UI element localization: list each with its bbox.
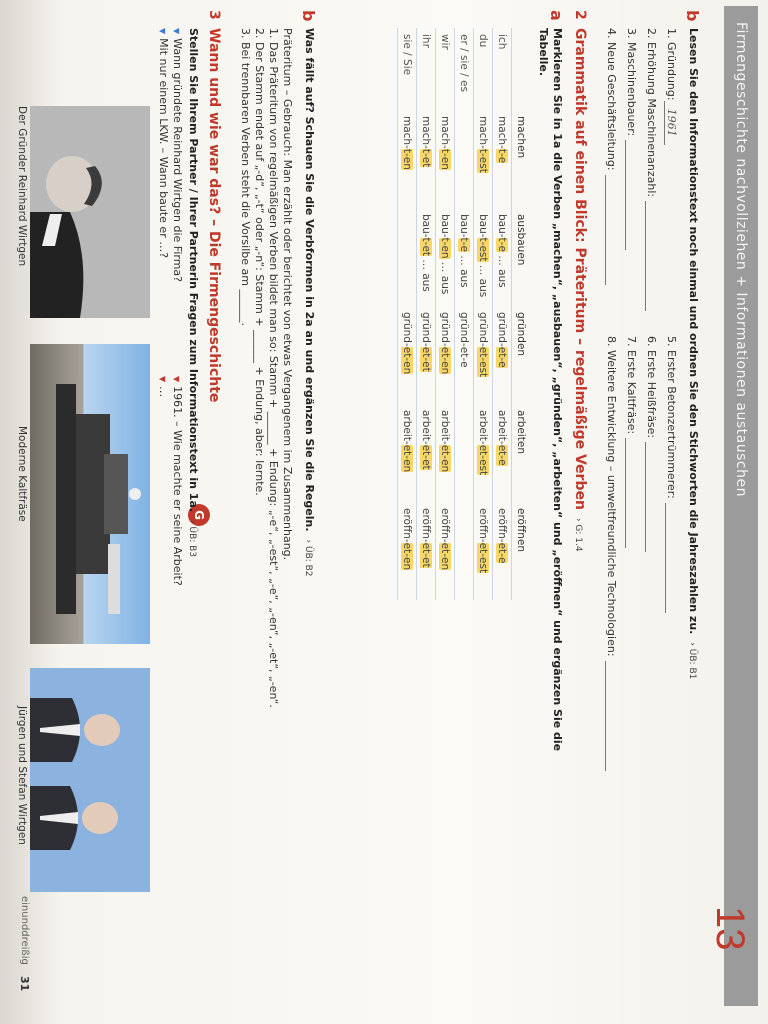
verb-stem: mach- (477, 116, 489, 149)
verb-stem: bau- (439, 214, 451, 238)
rule-1: 1. Das Präteritum von regelmäßigen Verben bildet man so: Stamm + ______ + Endung: „-e“, „-est“, „-e“, „-en“, „-et“, „-en“. (267, 28, 280, 708)
verb-ending-highlight: et-est (477, 346, 489, 378)
item-2-label: 2. Erhöhung Maschinenanzahl: (645, 28, 658, 198)
item-1-answer[interactable]: 1961 (664, 101, 678, 145)
table-header-verb: eröffnen (512, 502, 531, 600)
triangle-icon: ▼ (158, 28, 167, 35)
pronoun-cell: ich (493, 28, 512, 110)
verb-stem: bau- (496, 214, 508, 238)
table-row (455, 28, 474, 600)
verb-prefix: … aus (458, 251, 470, 288)
verb-stem: arbeit- (401, 410, 413, 445)
table-row (436, 28, 455, 600)
sons-photo (30, 668, 150, 892)
verb-form-cell[interactable] (417, 110, 436, 208)
verb-ending-highlight: t-en (401, 148, 413, 170)
verb-ending-highlight: t-e (496, 148, 508, 164)
verb-form-cell[interactable] (474, 110, 493, 208)
verb-form-cell[interactable] (398, 208, 417, 306)
header-text: Firmengeschichte nachvollziehen + Informationen austauschen (733, 22, 749, 497)
verb-form-cell[interactable] (417, 208, 436, 306)
verb-stem: mach- (420, 116, 432, 149)
item-5 (665, 336, 678, 613)
verb-form-cell[interactable] (417, 404, 436, 502)
verb-ending-highlight: et-en (401, 444, 413, 473)
verb-form-cell[interactable] (398, 404, 417, 502)
item-2 (645, 28, 658, 311)
verb-ending-highlight: t-e (496, 237, 508, 252)
textbook-page (18, 6, 758, 1006)
chapter-number: 13 (708, 906, 752, 951)
item-3 (625, 28, 638, 250)
caption-sons: Jürgen und Stefan Wirtgen (16, 706, 28, 845)
verb-stem: gründ- (420, 312, 432, 347)
pronoun-cell: wir (436, 28, 455, 110)
verb-form-cell[interactable] (436, 110, 455, 208)
verb-prefix: … aus (420, 256, 432, 292)
table-header-verb: gründen (512, 306, 531, 404)
verb-form-cell[interactable] (436, 404, 455, 502)
section-3-ref: › ÜB: B3 (187, 520, 197, 558)
table-header-verb: ausbauen (512, 208, 531, 306)
verb-stem: mach- (401, 116, 413, 149)
table-header-row (512, 28, 531, 600)
verb-stem: mach- (439, 116, 451, 149)
verb-ending-highlight: t-est (477, 148, 489, 173)
verb-form-cell[interactable] (455, 404, 474, 502)
page-header (724, 6, 758, 1006)
rule-2: 2. Der Stamm endet auf „-d“, „-t“ oder „-n“: Stamm + ______ + Endung, aber: lernte. (253, 28, 266, 496)
table-header-verb: arbeiten (512, 404, 531, 502)
item-5-blank[interactable] (665, 503, 676, 613)
verb-form-cell[interactable] (417, 502, 436, 600)
verb-form-cell[interactable] (398, 110, 417, 208)
verb-form-cell[interactable] (474, 502, 493, 600)
table-row (474, 28, 493, 600)
page-word: einunddreißig (19, 896, 30, 965)
question-left-1 (171, 28, 184, 282)
verb-stem: arbeit- (439, 410, 451, 445)
verb-ending-highlight: et-en (439, 346, 451, 375)
task-b-instruction (687, 28, 700, 679)
verb-form-cell[interactable] (493, 208, 512, 306)
task-2a-line1: Markieren Sie in 1a die Verben „machen“, „ausbauen“, „gründen“, „arbeiten“ und „eröffnen“ und ergänzen Sie die (551, 28, 564, 752)
section-3-instruction (187, 28, 200, 557)
section-2-ref: › G: 1.4 (573, 517, 583, 552)
triangle-icon: ▼ (158, 376, 167, 383)
question-right-2 (157, 376, 170, 397)
item-5-label: 5. Erster Betonzertrümmerer: (665, 336, 678, 499)
table-row (417, 28, 436, 600)
verb-stem: eröffn- (477, 508, 489, 543)
item-2-blank[interactable] (645, 201, 656, 311)
section-2-title (572, 28, 588, 552)
task-2b-letter: b (299, 10, 318, 22)
grammar-badge: G (188, 504, 210, 526)
item-4 (605, 28, 618, 285)
table-header-pronoun (512, 28, 531, 110)
verb-stem: gründ- (477, 312, 489, 347)
item-1 (665, 28, 678, 145)
verb-prefix: … aus (477, 261, 489, 298)
machine-photo (30, 344, 150, 644)
verb-form-cell[interactable] (493, 110, 512, 208)
question-right-1 (171, 376, 184, 586)
verb-ending-highlight: t-en (439, 237, 451, 259)
pronoun-cell: du (474, 28, 493, 110)
table-row (398, 28, 417, 600)
verb-stem: arbeit- (496, 410, 508, 445)
founder-photo (30, 106, 150, 318)
task-b-text: Lesen Sie den Informationstext noch einmal und ordnen Sie den Stichworten die Jahreszahlen zu. (687, 28, 700, 635)
verb-form-cell[interactable] (398, 502, 417, 600)
portrait-illustration (30, 106, 150, 318)
section-2-title-text: Grammatik auf einen Blick: Präteritum – regelmäßige Verben (572, 28, 588, 510)
verb-stem: gründ-et-e (458, 312, 470, 368)
pronoun-cell: ihr (417, 28, 436, 110)
verb-ending-highlight: et-est (477, 444, 489, 476)
verb-form-cell[interactable] (455, 502, 474, 600)
item-1-label: 1. Gründung: (665, 28, 678, 101)
task-2a-letter: a (547, 10, 566, 21)
verb-ending-highlight: t-et (420, 148, 432, 168)
verb-stem: gründ- (401, 312, 413, 347)
verb-form-cell[interactable] (493, 502, 512, 600)
question-left-2 (157, 28, 170, 258)
question-right-2-text: … (157, 386, 170, 398)
verb-stem: bau- (420, 214, 432, 238)
item-3-label: 3. Maschinenbauer: (625, 28, 638, 137)
verb-stem: mach- (496, 116, 508, 149)
verb-ending-highlight: et-e (496, 542, 508, 564)
item-8-label: 8. Weitere Entwicklung – umweltfreundliche Technologien: (605, 336, 618, 657)
item-7-label: 7. Erste Kaltfräse: (625, 336, 638, 435)
verb-ending-highlight: et-et (420, 444, 432, 470)
task-b-ref: › ÜB: B1 (687, 642, 697, 680)
verb-form-cell[interactable] (417, 306, 436, 404)
caption-machine: Moderne Kaltfräse (16, 426, 28, 522)
task-2b-ref: › ÜB: B2 (303, 539, 313, 577)
verb-form-cell[interactable] (436, 208, 455, 306)
task-2a-line2: Tabelle. (537, 28, 550, 77)
task-2b-instruction (303, 28, 316, 577)
item-8 (605, 336, 618, 771)
verb-form-cell[interactable] (493, 306, 512, 404)
section-2-number: 2 (572, 10, 588, 20)
verb-stem: bau- (477, 214, 489, 238)
verb-ending-highlight: et-et (420, 542, 432, 568)
verb-ending-highlight: et-en (439, 542, 451, 571)
verb-ending-highlight: t-e (458, 237, 470, 252)
question-left-2-text: Mit nur einem LKW. – Wann baute er …? (157, 38, 170, 259)
conjugation-table (397, 28, 530, 600)
question-right-1-text: 1961. – Wie machte er seine Arbeit? (171, 386, 184, 586)
verb-ending-highlight: t-et (420, 237, 432, 257)
item-8-blank[interactable] (605, 661, 616, 771)
verb-prefix: … aus (439, 258, 451, 295)
verb-stem: eröffn- (420, 508, 432, 543)
verb-form-cell[interactable] (455, 110, 474, 208)
verb-stem: bau- (458, 214, 470, 238)
verb-ending-highlight: et-est (477, 542, 489, 574)
item-6 (645, 336, 658, 552)
section-3-number: 3 (206, 10, 222, 20)
section-3-text: Stellen Sie Ihrem Partner / Ihrer Partnerin Fragen zum Informationstext in 1a. (187, 28, 200, 513)
verb-ending-highlight: t-est (477, 237, 489, 262)
section-3-title: Wann und wie war das? – Die Firmengeschichte (206, 28, 222, 403)
table-header-verb: machen (512, 110, 531, 208)
verb-ending-highlight: et-e (496, 346, 508, 368)
verb-form-cell[interactable] (398, 306, 417, 404)
item-7 (625, 336, 638, 548)
item-4-label: 4. Neue Geschäftsleitung: (605, 28, 618, 171)
question-left-1-text: Wann gründete Reinhard Wirtgen die Firma? (171, 38, 184, 283)
item-6-blank[interactable] (645, 442, 656, 552)
verb-ending-highlight: et-en (439, 444, 451, 473)
caption-founder: Der Gründer Reinhard Wirtgen (16, 106, 28, 267)
verb-form-cell[interactable] (474, 306, 493, 404)
verb-stem: eröffn- (496, 508, 508, 543)
triangle-icon: ▼ (172, 28, 181, 35)
item-7-blank[interactable] (625, 438, 636, 548)
verb-form-cell[interactable] (474, 208, 493, 306)
task-b-letter: b (683, 10, 702, 22)
verb-ending-highlight: et-en (401, 542, 413, 571)
pronoun-cell: er / sie / es (455, 28, 474, 110)
task-2b-text: Was fällt auf? Schauen Sie die Verbformen in 2a an und ergänzen Sie die Regeln. (303, 28, 316, 532)
table-row (493, 28, 512, 600)
item-3-blank[interactable] (625, 140, 636, 250)
rule-3: 3. Bei trennbaren Verben steht die Vorsilbe am ______. (239, 28, 252, 326)
two-men-illustration (30, 668, 150, 892)
verb-prefix: … aus (496, 251, 508, 288)
verb-stem: eröffn- (439, 508, 451, 543)
verb-stem: gründ- (496, 312, 508, 347)
verb-form-cell[interactable] (455, 306, 474, 404)
page-number: 31 (18, 976, 31, 992)
verb-form-cell[interactable] (455, 208, 474, 306)
verb-ending-highlight: et-e (496, 444, 508, 466)
verb-form-cell[interactable] (436, 502, 455, 600)
verb-stem: gründ- (439, 312, 451, 347)
verb-stem: eröffn- (401, 508, 413, 543)
verb-stem: arbeit- (420, 410, 432, 445)
verb-ending-highlight: et-en (401, 346, 413, 375)
item-4-blank[interactable] (605, 175, 616, 285)
cold-milling-machine-illustration (30, 344, 150, 644)
pronoun-cell: sie / Sie (398, 28, 417, 110)
verb-form-cell[interactable] (474, 404, 493, 502)
verb-form-cell[interactable] (493, 404, 512, 502)
item-6-label: 6. Erste Heißfräse: (645, 336, 658, 439)
triangle-icon: ▼ (172, 376, 181, 383)
rule-usage: Präteritum – Gebrauch: Man erzählt oder berichtet von etwas Vergangenem im Zusammenhang. (281, 28, 294, 561)
verb-form-cell[interactable] (436, 306, 455, 404)
verb-ending-highlight: t-en (439, 148, 451, 170)
verb-stem: arbeit- (477, 410, 489, 445)
verb-ending-highlight: et-et (420, 346, 432, 372)
